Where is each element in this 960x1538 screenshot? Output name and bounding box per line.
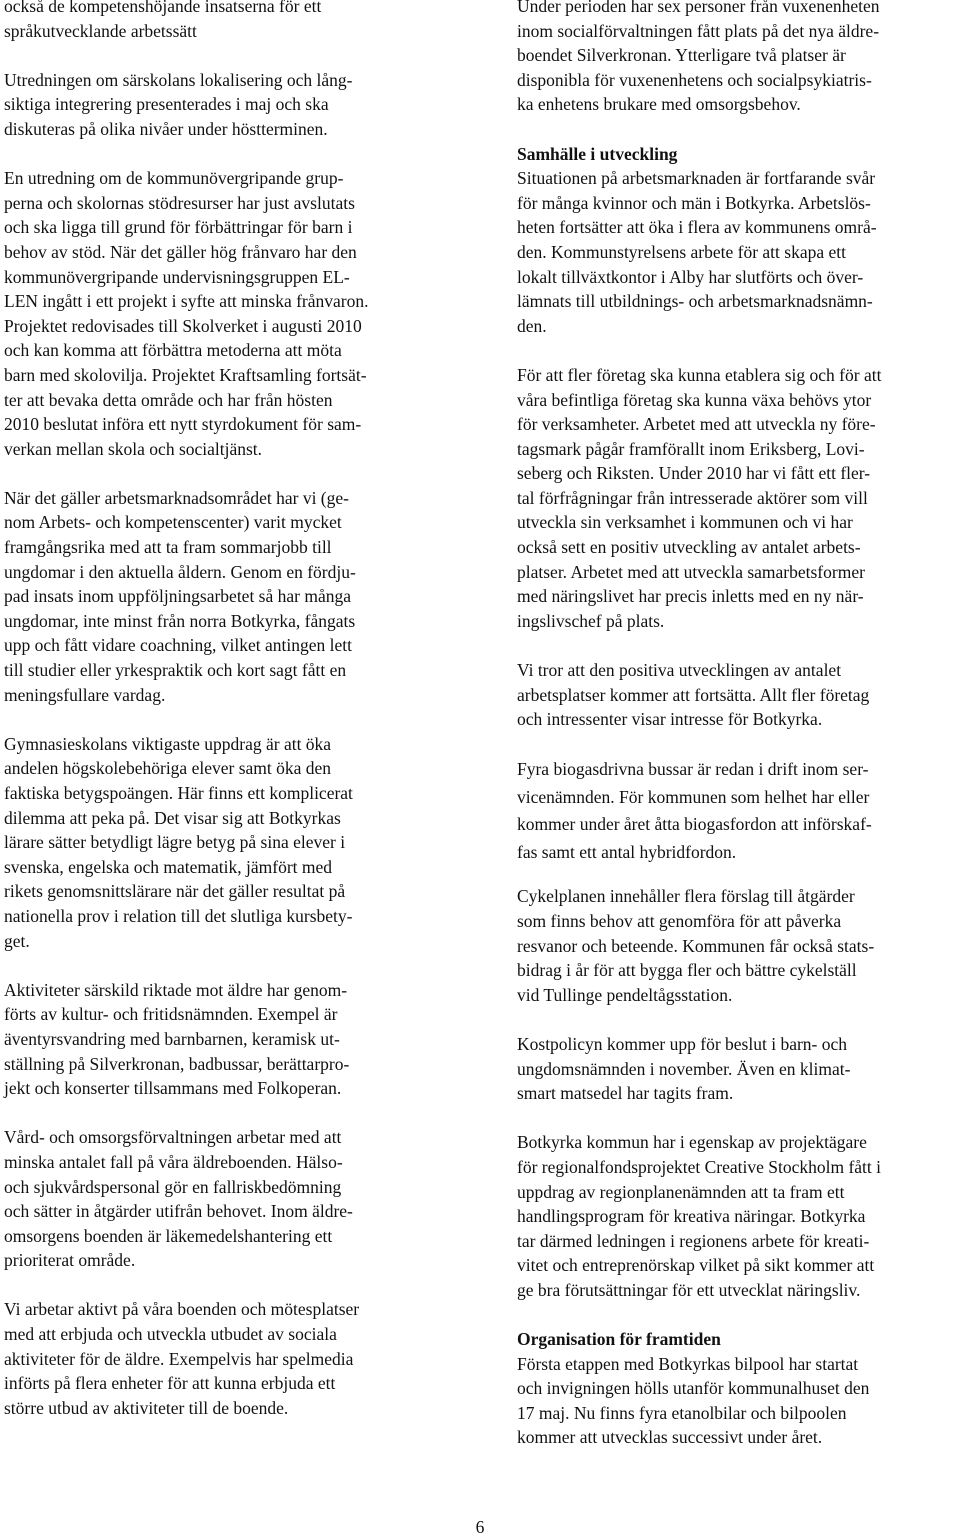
paragraph: För att fler företag ska kunna etablera sig och för att våra befintliga företag ska kunna växa behövs ytor för verksamheter. Arbetet med att utveckla ny före- tagsmark pågår framförallt inom Eriksberg, Lovi- seberg och Riksten. Under 2010 har vi fått ett fler- tal förfrågningar från intresserade aktörer som vill utveckla sin verksamhet i kommunen och vi har också sett en positiv utveckling av antalet arbets- platser. Arbetet med att utveckla samarbetsformer med näringslivet har precis inletts med en ny när- ingslivschef på plats.	[517, 364, 882, 631]
page-number: 6	[475, 1517, 485, 1537]
paragraph-gap	[4, 1101, 446, 1126]
paragraph-gap	[4, 1273, 446, 1298]
paragraph-gap	[517, 1106, 959, 1131]
paragraph: Fyra biogasdrivna bussar är redan i drift inom ser- vicenämnden. För kommunen som helhet har eller kommer under året åtta biogasfordon att införskaf- fas samt ett antal hybridfordon.	[517, 759, 872, 862]
paragraph-gap	[517, 1007, 959, 1032]
paragraph: Utredningen om särskolans lokalisering och lång- siktiga integrering presenterades i maj och ska diskuteras på olika nivåer under höstterminen.	[4, 69, 353, 139]
section-heading: Samhälle i utveckling	[517, 143, 678, 164]
paragraph-gap	[4, 142, 446, 167]
paragraph: När det gäller arbetsmarknadsområdet har vi (ge- nom Arbets- och kompetenscenter) varit mycket framgångsrika med att ta fram sommarjobb till ungdomar i den aktuella åldern. Genom en fördju- pad insats inom uppföljningsarbetet så har många ungdomar, inte minst från norra Botkyrka, fångats upp och fått vidare coachning, vilket antingen lett till studier eller yrkespraktik och kort sagt fått en meningsfullare vardag.	[4, 487, 356, 705]
paragraph: Vi tror att den positiva utvecklingen av antalet arbetsplatser kommer att fortsätta. Allt fler företag och intressenter visar intresse för Botkyrka.	[517, 660, 870, 730]
paragraph: Aktiviteter särskild riktade mot äldre har genom- förts av kultur- och fritidsnämnden. Exempel är äventyrsvandring med barnbarnen, keramisk ut- ställning på Silverkronan, badbussar, berättarpro- jekt och konserter tillsammans med Folkoperan.	[4, 979, 350, 1099]
paragraph: Första etappen med Botkyrkas bilpool har startat och invigningen hölls utanför kommunalhuset den 17 maj. Nu finns fyra etanolbilar och bilpoolen kommer att utvecklas successivt under året.	[517, 1353, 870, 1448]
paragraph: Under perioden har sex personer från vuxenenheten inom socialförvaltningen fått plats på det nya äldre- boendet Silverkronan. Ytterligare två platser är disponibla för vuxenenhetens och socialpsykiatris- ka enhetens brukare med omsorgsbehov.	[517, 0, 880, 115]
paragraph-gap	[4, 707, 446, 732]
paragraph: Vi arbetar aktivt på våra boenden och mötesplatser med att erbjuda och utveckla utbudet av sociala aktiviteter för de äldre. Exempelvis har spelmedia införts på flera enheter för att kunna erbjuda ett större utbud av aktiviteter till de boende.	[4, 1299, 360, 1418]
paragraph-gap	[517, 866, 959, 884]
paragraph: Vård- och omsorgsförvaltningen arbetar med att minska antalet fall på våra äldreboenden. Hälso- och sjukvårdspersonal gör en fallriskbedömning och sätter in åtgärder utifrån behovet. Inom äldre- omsorgens boenden är läkemedelshantering ett prioriterat område.	[4, 1127, 353, 1271]
paragraph: Kostpolicyn kommer upp för beslut i barn- och ungdomsnämnden i november. Även en klimat- smart matsedel har tagits fram.	[517, 1033, 851, 1104]
paragraph-gap	[517, 1303, 959, 1328]
paragraph-gap	[517, 338, 959, 363]
paragraph: Situationen på arbetsmarknaden är fortfarande svår för många kvinnor och män i Botkyrka. Arbetslös- heten fortsätter att öka i flera av kommunens områ- den. Kommunstyrelsens arbete för att skapa ett lokalt tillväxtkontor i Alby har slutförts och över- lämnats till utbildnings- och arbetsmarknadsnämn- den.	[517, 168, 877, 336]
paragraph: En utredning om de kommunövergripande grup- perna och skolornas stödresurser har just avslutats och ska ligga till grund för förbättringar för barn i behov av stöd. När det gäller hög frånvaro har den kommunövergripande undervisningsgruppen EL- LEN ingått i ett projekt i syfte att minska frånvaron. Projektet redovisades till Skolverket i augusti 2010 och kan komma att förbättra metoderna att möta barn med skolovilja. Projektet Kraftsamling fortsät- ter att bevaka detta område och har från hösten 2010 beslutat införa ett nytt styrdokument för sam- verkan mellan skola och socialtjänst.	[4, 168, 369, 459]
paragraph-gap	[517, 732, 959, 757]
paragraph-gap	[517, 633, 959, 658]
paragraph-gap	[517, 117, 959, 142]
paragraph-gap	[4, 43, 446, 68]
left-column	[4, 0, 446, 1420]
paragraph: Cykelplanen innehåller flera förslag till åtgärder som finns behov att genomföra för att påverka resvanor och beteende. Kommunen får också stats- bidrag i år för att bygga fler och bättre cykelställ vid Tullinge pendeltågsstation.	[517, 886, 875, 1005]
paragraph-gap	[4, 953, 446, 978]
paragraph: Botkyrka kommun har i egenskap av projektägare för regionalfondsprojektet Creative Stockholm fått i uppdrag av regionplanenämnden att ta fram ett handlingsprogram för kreativa näringar. Botkyrka tar därmed ledningen i regionens arbete för kreati- vitet och entreprenörskap vilket på sikt kommer att ge bra förutsättningar för ett utvecklat näringsliv.	[517, 1132, 881, 1300]
paragraph-gap	[4, 461, 446, 486]
section-heading: Organisation för framtiden	[517, 1329, 721, 1350]
paragraph: också de kompetenshöjande insatserna för ett språkutvecklande arbetssätt	[4, 0, 322, 41]
right-column	[517, 0, 959, 1450]
paragraph: Gymnasieskolans viktigaste uppdrag är att öka andelen högskolebehöriga elever samt öka den faktiska betygspoängen. Här finns ett komplicerat dilemma att peka på. Det visar sig att Botkyrkas lärare sätter betydligt lägre betyg på sina elever i svenska, engelska och matematik, jämfört med rikets genomsnittslärare när det gäller resultat på nationella prov i relation till det slutliga kursbety- get.	[4, 733, 353, 951]
